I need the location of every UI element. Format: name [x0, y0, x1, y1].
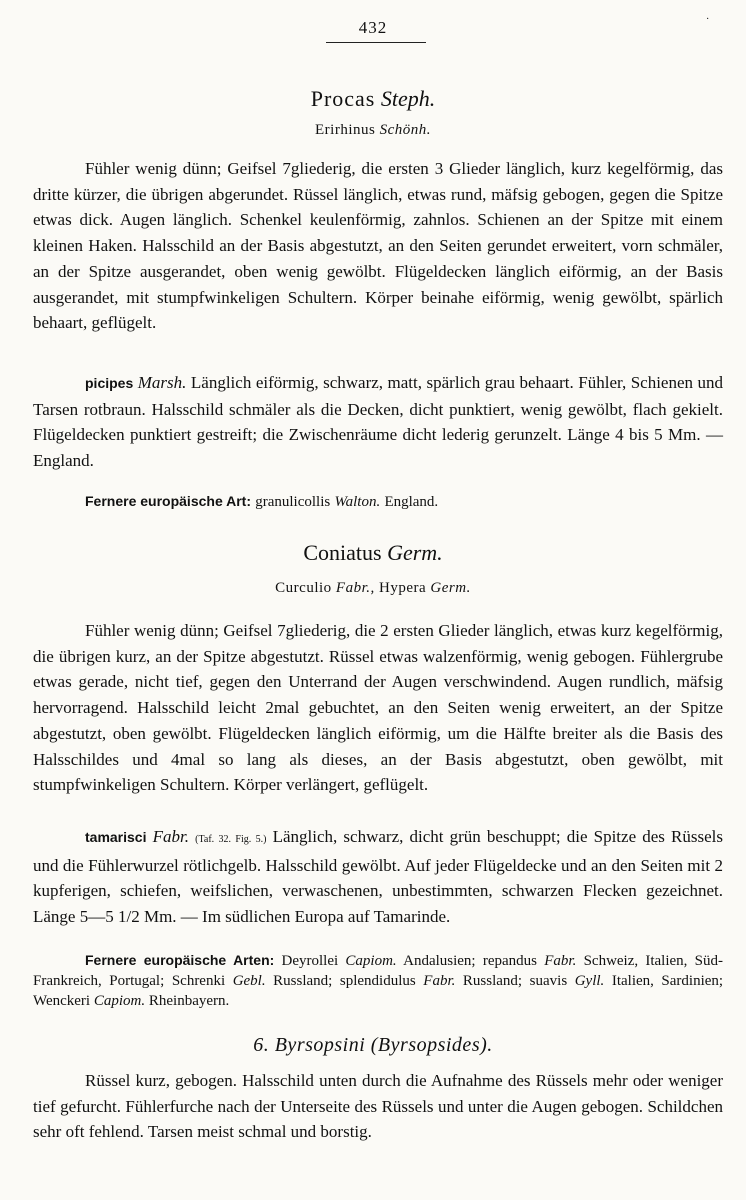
further-label: Fernere europäische Arten: [85, 952, 275, 968]
species-author: Fabr. [152, 827, 189, 846]
plate-reference: (Taf. 32. Fig. 5.) [195, 834, 267, 845]
further-species-procas [33, 488, 723, 515]
genus-author: Steph. [380, 86, 436, 111]
species-entry-picipes [33, 370, 723, 474]
further-region: Russland; [273, 973, 333, 989]
further-name: Schrenki [171, 973, 226, 989]
species-name: picipes [85, 375, 134, 391]
further-region: Schweiz, Italien, Süd-Frankreich, Portugal; [33, 953, 723, 989]
synonym-name: Erirhinus [315, 122, 376, 138]
synonym-name: Hypera [379, 580, 427, 596]
further-label: Fernere europäische Art: [85, 493, 251, 509]
further-species-coniatus [33, 950, 723, 1011]
synonym-author: Schönh. [379, 122, 431, 138]
species-author: Marsh. [137, 373, 187, 392]
synonym-author: Germ. [430, 580, 471, 596]
further-author: Gyll. [574, 973, 605, 989]
further-author: Capiom. [345, 953, 397, 969]
genus-name: Procas [310, 86, 376, 111]
further-name: suavis [529, 973, 568, 989]
further-name: Wenckeri [33, 993, 91, 1009]
byrsopsini-description: Rüssel kurz, gebogen. Halsschild unten durch die Aufnahme des Rüssels mehr oder weniger tief gefurcht. Fühlerfurche nach der Unterseite des Rüssels und unter die Augen gebogen. Schildchen sehr oft fehlend. Tarsen meist schmal und borstig. [33, 1071, 723, 1142]
synonym-name: Curculio [275, 580, 332, 596]
species-name: tamarisci [85, 829, 147, 845]
genus-synonym-procas [0, 122, 746, 139]
species-entry-tamarisci [33, 824, 723, 930]
further-author: Fabr. [423, 973, 456, 989]
further-author: Fabr. [544, 953, 577, 969]
procas-description: Fühler wenig dünn; Geifsel 7gliederig, die ersten 3 Glieder länglich, kurz kegelförmig, das dritte kürzer, die übrigen abgerundet. Rüssel länglich, etwas rund, mäfsig gebogen, gegen die Spitze etwas dick. Augen länglich. Schenkel keulenförmig, zahnlos. Schienen an der Spitze mit einem kleinen Haken. Halsschild an der Basis abgestutzt, an den Seiten gerundet erweitert, vorn schmäler, an der Spitze ausgerandet, oben wenig gewölbt. Flügeldecken länglich eiförmig, an der Basis ausgerandet, mit stumpfwinkeligen Schultern. Körper beinahe eiförmig, wenig gewölbt, spärlich behaart, geflügelt. [33, 159, 723, 333]
genus-heading-coniatus [0, 540, 746, 566]
coniatus-description: Fühler wenig dünn; Geifsel 7gliederig, die 2 ersten Glieder länglich, etwas kurz kegelförmig, die übrigen kurz, an der Spitze abgestutzt. Rüssel etwas walzenförmig, wenig gebogen. Fühlergrube etwas gerade, nicht tief, gegen den Unterrand der Augen verschwindend. Augen rundlich, mäfsig hervorragend. Halsschild leicht 2mal gebuchtet, an den Seiten wenig erweitert, an der Spitze abgestutzt, oben gewölbt. Flügeldecken länglich eiförmig, um die Hälfte breiter als die Basis des Halsschildes und 4mal so lang als dieses, an der Basis abgestutzt, oben gewölbt, mit stumpfwinkeligen Schultern. Körper verlängert, geflügelt. [33, 621, 723, 795]
further-name: splendidulus [339, 973, 416, 989]
species-text: Länglich eiförmig, schwarz, matt, spärlich grau behaart. Fühler, Schienen und Tarsen rotbraun. Halsschild schmäler als die Decken, dicht punktiert, wenig gewölbt, flach gekielt. Flügeldecken punktiert gestreift; die Zwischenräume dicht lederig gerunzelt. Länge 4 bis 5 Mm. — England. [33, 373, 724, 471]
genus-author: Germ. [387, 540, 443, 565]
further-name: repandus [482, 953, 537, 969]
further-region: England. [384, 494, 439, 510]
genus-heading-procas [0, 86, 746, 112]
genus-name: Coniatus [303, 540, 382, 565]
further-author: Capiom. [93, 993, 146, 1009]
species-text: Länglich, schwarz, dicht grün beschuppt; die Spitze des Rüssels und die Fühlerwurzel rötlichgelb. Halsschild gewölbt. Auf jeder Flügeldecke und an den Seiten mit 2 kupferigen, schiefen, weifslichen, verwaschenen, unbestimmten, schwarzen Flecken gezeichnet. Länge 5—5 1/2 Mm. — Im südlichen Europa auf Tamarinde. [33, 827, 724, 927]
further-region: Rheinbayern. [148, 993, 230, 1009]
further-author: Gebl. [232, 973, 266, 989]
tribe-heading-byrsopsini: 6. Byrsopsini (Byrsopsides). [253, 1034, 493, 1056]
further-name: granulicollis [255, 494, 331, 510]
further-region: Russland; [462, 973, 523, 989]
genus-synonym-coniatus [0, 580, 746, 597]
page-number: 432 [358, 18, 388, 37]
synonym-author: Fabr., [335, 580, 375, 596]
further-region: Andalusien; [403, 953, 476, 969]
further-name: Deyrollei [281, 953, 339, 969]
further-region: Italien, Sardinien; [611, 973, 724, 989]
speck-mark: · [706, 14, 710, 25]
page-number-rule [326, 42, 426, 43]
further-author: Walton. [334, 494, 381, 510]
